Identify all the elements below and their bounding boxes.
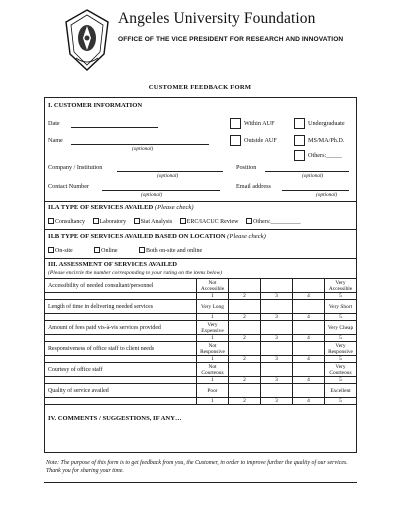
checkbox[interactable] bbox=[139, 247, 145, 253]
service-type-options bbox=[48, 218, 307, 225]
comments-area[interactable] bbox=[48, 426, 353, 450]
rating-option[interactable]: 3 bbox=[261, 314, 293, 321]
date-field[interactable] bbox=[71, 127, 158, 128]
office-name: OFFICE OF THE VICE PRESIDENT FOR RESEARCH AND INNOVATION bbox=[118, 36, 344, 43]
rating-option[interactable]: 5 bbox=[325, 377, 357, 384]
rating-anchor-empty bbox=[293, 363, 325, 377]
assessment-instruction: (Please encircle the number corresponding to your rating on the items below) bbox=[48, 270, 223, 276]
graduate-label: MS/MA/Ph.D. bbox=[308, 137, 345, 144]
undergraduate-checkbox[interactable] bbox=[294, 118, 305, 129]
rating-high-anchor: Very Cheap bbox=[325, 321, 357, 335]
service-option-laboratory[interactable] bbox=[93, 219, 127, 225]
rating-anchor-empty bbox=[293, 279, 325, 293]
section-customer-information-title: I. CUSTOMER INFORMATION bbox=[48, 102, 143, 109]
company-label: Company / Institution bbox=[48, 164, 103, 171]
service-option-erc-review[interactable] bbox=[180, 219, 239, 225]
rating-option[interactable]: 4 bbox=[293, 335, 325, 342]
rating-scale-row bbox=[45, 398, 357, 405]
section-services-title-text: II.A TYPE OF SERVICES AVAILED bbox=[48, 204, 154, 211]
location-option-label: On-site bbox=[55, 248, 73, 254]
rating-option[interactable]: 2 bbox=[229, 314, 261, 321]
service-option-others[interactable] bbox=[246, 219, 301, 225]
rating-anchor-empty bbox=[229, 321, 261, 335]
rating-anchor-empty bbox=[229, 300, 261, 314]
rating-option[interactable]: 3 bbox=[261, 335, 293, 342]
rating-question: Length of time in delivering needed services bbox=[45, 300, 197, 314]
service-option-label: Consultancy bbox=[55, 219, 85, 225]
rating-low-anchor: Very Expensive bbox=[197, 321, 229, 335]
rating-scale-row bbox=[45, 335, 357, 342]
outside-auf-checkbox[interactable] bbox=[230, 135, 241, 146]
rating-anchor-empty bbox=[293, 384, 325, 398]
checkbox[interactable] bbox=[48, 218, 54, 224]
rating-anchor-empty bbox=[261, 363, 293, 377]
service-option-label: Laboratory bbox=[99, 219, 127, 225]
rating-question-spacer bbox=[45, 293, 197, 300]
divider bbox=[45, 229, 356, 230]
rating-question-row bbox=[45, 342, 357, 356]
rating-option[interactable]: 2 bbox=[229, 335, 261, 342]
others-checkbox[interactable] bbox=[294, 150, 305, 161]
name-field[interactable] bbox=[71, 144, 209, 145]
within-auf-label: Within AUF bbox=[244, 120, 275, 127]
contact-label: Contact Number bbox=[48, 183, 90, 190]
others-label: Others:_____ bbox=[308, 152, 342, 159]
checkbox[interactable] bbox=[134, 218, 140, 224]
section-location-hint: (Please check) bbox=[227, 233, 266, 240]
feedback-form bbox=[44, 97, 357, 453]
rating-scale-row bbox=[45, 356, 357, 363]
location-option-label: Online bbox=[101, 248, 118, 254]
rating-option[interactable]: 5 bbox=[325, 293, 357, 300]
within-auf-checkbox[interactable] bbox=[230, 118, 241, 129]
section-assessment-title: III. ASSESSMENT OF SERVICES AVAILED bbox=[48, 261, 178, 268]
rating-anchor-empty bbox=[229, 279, 261, 293]
rating-anchor-empty bbox=[293, 342, 325, 356]
email-hint: (optional) bbox=[316, 192, 338, 198]
rating-option[interactable]: 3 bbox=[261, 398, 293, 405]
rating-option[interactable]: 5 bbox=[325, 314, 357, 321]
name-hint: (optional) bbox=[132, 146, 154, 152]
rating-low-anchor: Very Long bbox=[197, 300, 229, 314]
email-field[interactable] bbox=[282, 190, 349, 191]
rating-low-anchor: Poor bbox=[197, 384, 229, 398]
checkbox[interactable] bbox=[48, 247, 54, 253]
location-option-onsite[interactable] bbox=[48, 248, 73, 254]
contact-hint: (optional) bbox=[141, 192, 163, 198]
rating-high-anchor: Very Responsive bbox=[325, 342, 357, 356]
rating-anchor-empty bbox=[293, 300, 325, 314]
rating-question: Responsiveness of office staff to client needs bbox=[45, 342, 197, 356]
rating-anchor-empty bbox=[229, 384, 261, 398]
name-label: Name bbox=[48, 137, 63, 144]
service-option-label: ERC/IACUC Review bbox=[186, 219, 239, 225]
rating-question: Amount of fees paid vis-à-vis services provided bbox=[45, 321, 197, 335]
rating-option[interactable]: 1 bbox=[197, 377, 229, 384]
rating-anchor-empty bbox=[261, 321, 293, 335]
rating-option[interactable]: 1 bbox=[197, 398, 229, 405]
checkbox[interactable] bbox=[180, 218, 186, 224]
company-hint: (optional) bbox=[157, 173, 179, 179]
section-comments-title: IV. COMMENTS / SUGGESTIONS, IF ANY… bbox=[48, 415, 182, 422]
footer-note: Note: The purpose of this form is to get feedback from you, the Customer, in order to improve further the quality of our services. Thank you for sharing your time. bbox=[46, 460, 348, 474]
section-location-title-text: II.B TYPE OF SERVICES AVAILED BASED ON LOCATION bbox=[48, 233, 226, 240]
rating-option[interactable]: 3 bbox=[261, 377, 293, 384]
rating-question-row bbox=[45, 363, 357, 377]
rating-question-spacer bbox=[45, 398, 197, 405]
rating-question-spacer bbox=[45, 356, 197, 363]
rating-option[interactable]: 4 bbox=[293, 377, 325, 384]
rating-anchor-empty bbox=[261, 300, 293, 314]
section-location-title bbox=[48, 233, 266, 240]
organization-name: Angeles University Foundation bbox=[118, 10, 316, 27]
company-field[interactable] bbox=[117, 171, 223, 172]
footer-rule bbox=[44, 482, 357, 483]
rating-question-row bbox=[45, 321, 357, 335]
rating-option[interactable]: 4 bbox=[293, 293, 325, 300]
rating-anchor-empty bbox=[261, 342, 293, 356]
position-hint: (optional) bbox=[302, 173, 324, 179]
location-option-label: Both on-site and online bbox=[146, 248, 203, 254]
rating-option[interactable]: 5 bbox=[325, 335, 357, 342]
rating-question-spacer bbox=[45, 377, 197, 384]
contact-field[interactable] bbox=[102, 190, 220, 191]
checkbox[interactable] bbox=[246, 218, 252, 224]
rating-question: Courtesy of office staff bbox=[45, 363, 197, 377]
checkbox[interactable] bbox=[93, 218, 99, 224]
rating-option[interactable]: 1 bbox=[197, 293, 229, 300]
location-option-online[interactable] bbox=[94, 248, 117, 254]
rating-option[interactable]: 1 bbox=[197, 314, 229, 321]
service-option-consultancy[interactable] bbox=[48, 219, 85, 225]
date-label: Date bbox=[48, 120, 60, 127]
service-option-label: Others:__________ bbox=[253, 219, 301, 225]
section-services-hint: (Please check) bbox=[154, 204, 194, 211]
rating-low-anchor: Not Courteous bbox=[197, 363, 229, 377]
divider bbox=[45, 258, 356, 259]
rating-question: Quality of service availed bbox=[45, 384, 197, 398]
rating-question-row bbox=[45, 279, 357, 293]
rating-scale-row bbox=[45, 314, 357, 321]
rating-high-anchor: Very Accessible bbox=[325, 279, 357, 293]
rating-anchor-empty bbox=[261, 279, 293, 293]
rating-high-anchor: Excellent bbox=[325, 384, 357, 398]
rating-anchor-empty bbox=[229, 342, 261, 356]
location-options bbox=[48, 247, 208, 254]
rating-option[interactable]: 1 bbox=[197, 356, 229, 363]
rating-option[interactable]: 4 bbox=[293, 356, 325, 363]
outside-auf-label: Outside AUF bbox=[244, 137, 277, 144]
section-services-title bbox=[48, 204, 194, 211]
rating-option[interactable]: 2 bbox=[229, 356, 261, 363]
rating-anchor-empty bbox=[229, 363, 261, 377]
service-option-stat-analysis[interactable] bbox=[134, 219, 173, 225]
position-label: Position bbox=[236, 164, 257, 171]
email-label: Email address bbox=[236, 183, 271, 190]
position-field[interactable] bbox=[265, 171, 349, 172]
rating-low-anchor: Not Responsive bbox=[197, 342, 229, 356]
rating-high-anchor: Very Courteous bbox=[325, 363, 357, 377]
location-option-both[interactable] bbox=[139, 248, 202, 254]
rating-question: Accessibility of needed consultant/personnel bbox=[45, 279, 197, 293]
undergraduate-label: Undergraduate bbox=[308, 120, 345, 127]
rating-question-spacer bbox=[45, 314, 197, 321]
form-title: CUSTOMER FEEDBACK FORM bbox=[148, 84, 252, 91]
rating-option[interactable]: 2 bbox=[229, 377, 261, 384]
rating-table bbox=[44, 278, 357, 405]
rating-anchor-empty bbox=[261, 384, 293, 398]
rating-scale-row bbox=[45, 377, 357, 384]
rating-low-anchor: Not Accessible bbox=[197, 279, 229, 293]
service-option-label: Stat Analysis bbox=[140, 219, 173, 225]
rating-option[interactable]: 3 bbox=[261, 356, 293, 363]
rating-scale-row bbox=[45, 293, 357, 300]
divider bbox=[45, 201, 356, 202]
rating-option[interactable]: 5 bbox=[325, 356, 357, 363]
rating-option[interactable]: 5 bbox=[325, 398, 357, 405]
checkbox[interactable] bbox=[94, 247, 100, 253]
rating-option[interactable]: 2 bbox=[229, 293, 261, 300]
rating-question-row bbox=[45, 300, 357, 314]
rating-option[interactable]: 2 bbox=[229, 398, 261, 405]
rating-option[interactable]: 1 bbox=[197, 335, 229, 342]
rating-question-row bbox=[45, 384, 357, 398]
rating-anchor-empty bbox=[293, 321, 325, 335]
rating-option[interactable]: 4 bbox=[293, 314, 325, 321]
rating-option[interactable]: 3 bbox=[261, 293, 293, 300]
rating-question-spacer bbox=[45, 335, 197, 342]
rating-option[interactable]: 4 bbox=[293, 398, 325, 405]
rating-high-anchor: Very Short bbox=[325, 300, 357, 314]
graduate-checkbox[interactable] bbox=[294, 135, 305, 146]
university-seal-icon bbox=[64, 8, 110, 72]
